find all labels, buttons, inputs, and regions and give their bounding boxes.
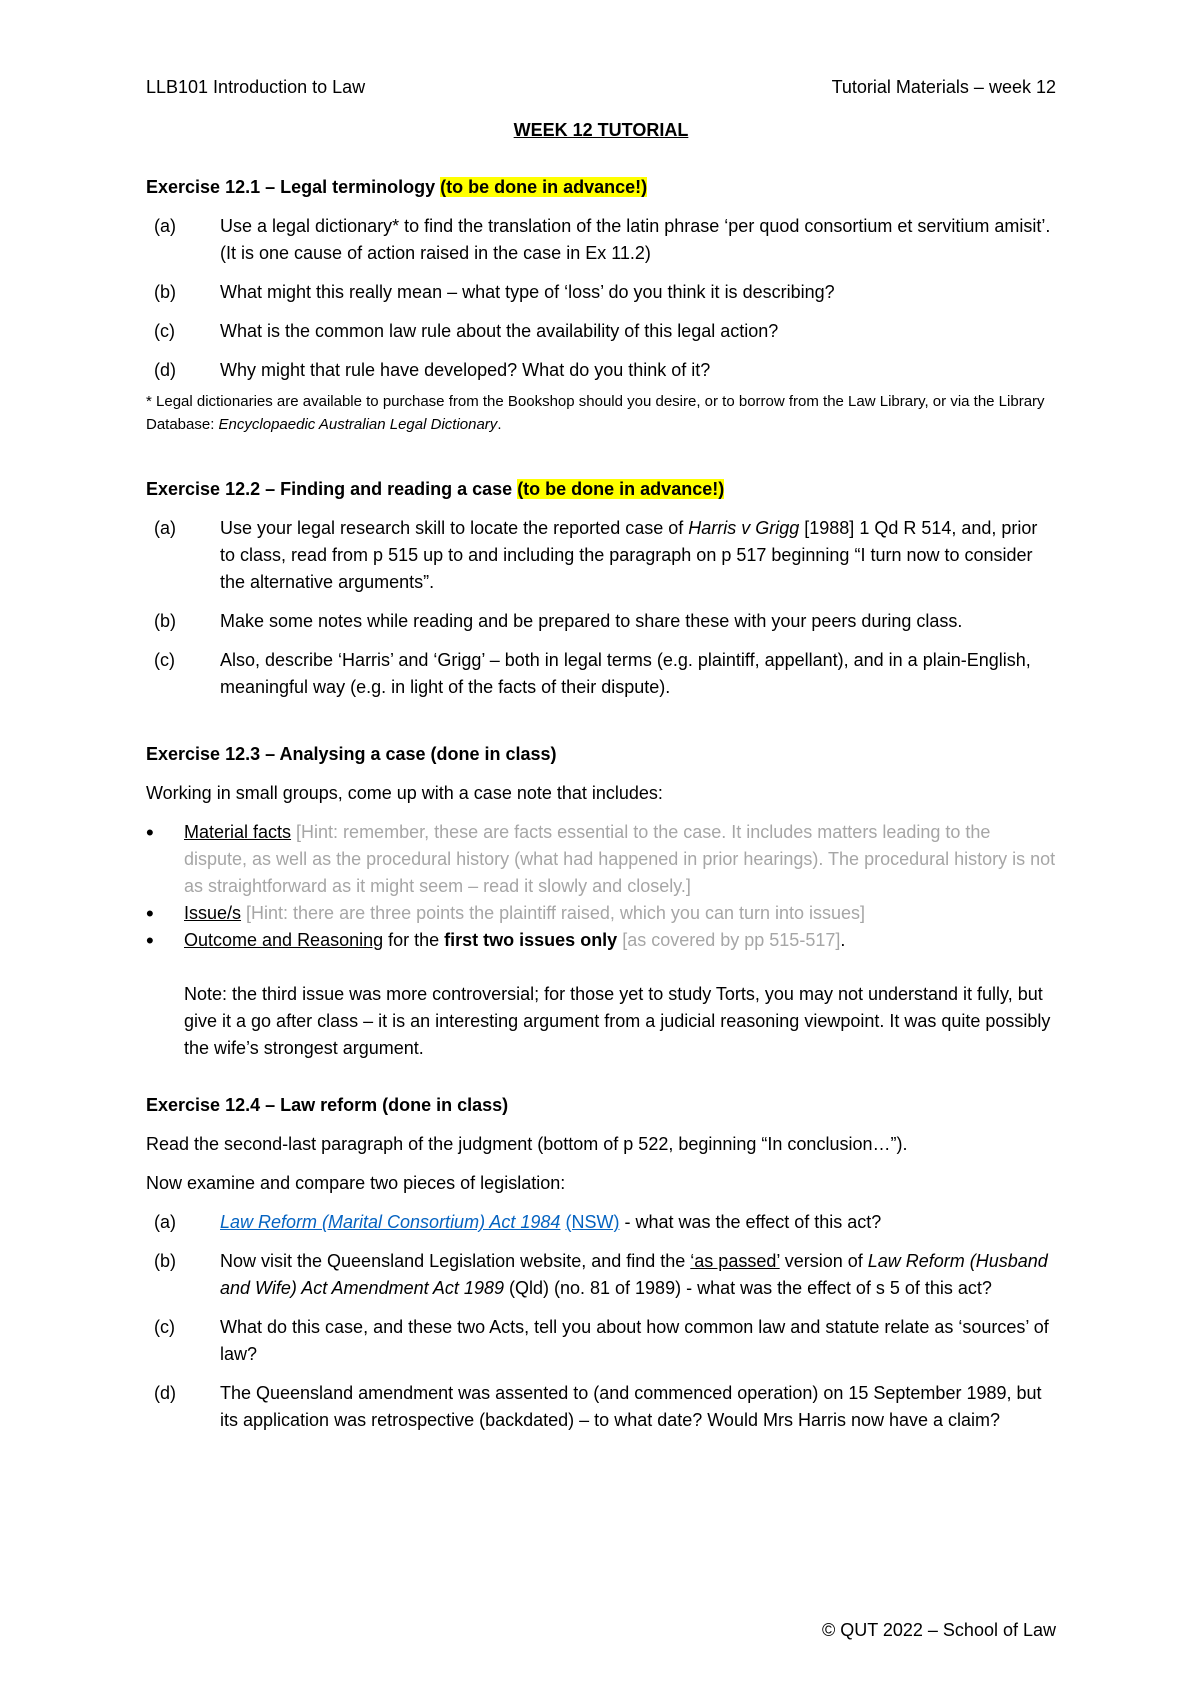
item-text	[220, 1209, 1056, 1236]
exercise-12-1	[146, 174, 1056, 436]
bullet-text	[184, 900, 1056, 927]
bullet-emphasis: first two issues only	[444, 930, 618, 950]
bullet-label: Material facts	[184, 822, 292, 842]
case-name: Harris v Grigg	[688, 518, 800, 538]
list-item	[146, 357, 1056, 384]
hint-text: [as covered by pp 515-517]	[617, 930, 841, 950]
paragraph: Read the second-last paragraph of the judgment (bottom of p 522, beginning “In conclusion…”).	[146, 1134, 908, 1154]
exercise-heading	[146, 174, 1056, 201]
item-text: The Queensland amendment was assented to (and commenced operation) on 15 September 1989, but its application was retrospective (backdated) – to what date? Would Mrs Harris now have a claim?	[220, 1383, 1042, 1430]
note-database-name: Encyclopaedic Australian Legal Dictionary	[218, 416, 498, 433]
item-text	[220, 1248, 1056, 1302]
list-item	[146, 515, 1056, 596]
list-item	[146, 213, 1056, 267]
footer-copyright: © QUT 2022 – School of Law	[821, 1620, 1056, 1640]
item-text: What do this case, and these two Acts, tell you about how common law and statute relate as ‘sources’ of law?	[220, 1317, 1049, 1364]
header-materials: Tutorial Materials – week 12	[831, 77, 1056, 97]
item-label: (d)	[154, 360, 176, 380]
bullet-text	[184, 819, 1056, 900]
bullet-item	[146, 900, 1056, 927]
exercise-heading: Exercise 12.4 – Law reform (done in class)	[146, 1095, 509, 1115]
exercise-12-4	[146, 1092, 1056, 1434]
list-item	[146, 608, 1056, 635]
hint-text: [Hint: remember, these are facts essential to the case. It includes matters leading to the dispute, as well as the procedural history (what had happened in prior hearings). The procedural history is not as straightforward as it might seem – read it slowly and closely.]	[184, 822, 1056, 896]
exercise-heading: Exercise 12.3 – Analysing a case (done in class)	[146, 744, 557, 764]
list-item	[146, 1209, 1056, 1236]
item-text: What might this really mean – what type of ‘loss’ do you think it is describing?	[220, 282, 835, 302]
act-name: Law Reform (Husband and Wife) Act Amendment Act 1989	[220, 1251, 1048, 1298]
item-label: (a)	[154, 1212, 176, 1232]
note-end: .	[497, 416, 502, 433]
list-item	[146, 1314, 1056, 1368]
item-text: Also, describe ‘Harris’ and ‘Grigg’ – both in legal terms (e.g. plaintiff, appellant), and in a plain-English, meaningful way (e.g. in light of the facts of their dispute).	[220, 650, 1031, 697]
bullet-item	[146, 927, 1056, 954]
item-label: (a)	[154, 518, 176, 538]
item-label: (c)	[154, 650, 175, 670]
bullet-icon: •	[146, 928, 154, 953]
header-course: LLB101 Introduction to Law	[146, 77, 366, 97]
item-label: (c)	[154, 1317, 175, 1337]
list-item	[146, 1248, 1056, 1302]
exercise-title: Exercise 12.2 – Finding and reading a case	[146, 479, 513, 499]
hint-text: [Hint: there are three points the plaintiff raised, which you can turn into issues]	[241, 903, 866, 923]
exercise-heading	[146, 476, 1056, 503]
exercise-12-3	[146, 741, 1056, 1062]
item-text: Make some notes while reading and be prepared to share these with your peers during class.	[220, 611, 963, 631]
paragraph: Now examine and compare two pieces of legislation:	[146, 1173, 566, 1193]
bullet-text-part: for the	[383, 930, 445, 950]
page-title: WEEK 12 TUTORIAL	[513, 120, 689, 140]
list-item	[146, 647, 1056, 701]
bullet-item	[146, 819, 1056, 900]
highlight-advance: (to be done in advance!)	[517, 479, 725, 499]
item-text-part: - what was the effect of this act?	[619, 1212, 882, 1232]
item-text: What is the common law rule about the availability of this legal action?	[220, 321, 779, 341]
exercise-12-2	[146, 476, 1056, 701]
nsw-act-link[interactable]: Law Reform (Marital Consortium) Act 1984	[220, 1212, 561, 1232]
item-text-part: Use your legal research skill to locate the reported case of	[220, 518, 689, 538]
item-label: (d)	[154, 1383, 176, 1403]
bullet-text-part: .	[840, 930, 846, 950]
list-item	[146, 279, 1056, 306]
third-issue-note: Note: the third issue was more controversial; for those yet to study Torts, you may not understand it fully, but give it a go after class – it is an interesting argument from a judicial reasoning viewpoint. It was quite possibly the wife’s strongest argument.	[184, 984, 1051, 1058]
item-text	[220, 515, 1056, 596]
item-label: (b)	[154, 282, 176, 302]
list-item	[146, 1380, 1056, 1434]
item-text-part: (Qld) (no. 81 of 1989) - what was the effect of s 5 of this act?	[503, 1278, 992, 1298]
exercise-title: Exercise 12.1 – Legal terminology	[146, 177, 436, 197]
item-text: Use a legal dictionary* to find the translation of the latin phrase ‘per quod consortium et servitium amisit’. (It is one cause of action raised in the case in Ex 11.2)	[220, 216, 1051, 263]
as-passed-text: ‘as passed’	[690, 1251, 780, 1271]
nsw-link[interactable]: (NSW)	[565, 1212, 620, 1232]
item-text-part: [1988] 1 Qd R 514, and, prior to class, read from p 515 up to and including the paragraph on p 517 beginning “I turn now to consider the alternative arguments”.	[220, 518, 1038, 592]
item-text: Why might that rule have developed? What do you think of it?	[220, 360, 711, 380]
bullet-text	[184, 927, 1056, 954]
item-text-part: version of	[779, 1251, 868, 1271]
item-label: (c)	[154, 321, 175, 341]
bullet-label: Outcome and Reasoning	[184, 930, 384, 950]
dictionary-note	[146, 390, 1056, 436]
exercise-intro: Working in small groups, come up with a case note that includes:	[146, 783, 663, 803]
note-text: * Legal dictionaries are available to purchase from the Bookshop should you desire, or to borrow from the Law Library, or via the Library Database:	[146, 393, 1045, 433]
item-text-part: Now visit the Queensland Legislation website, and find the	[220, 1251, 691, 1271]
bullet-icon: •	[146, 901, 154, 926]
list-item	[146, 318, 1056, 345]
item-label: (b)	[154, 611, 176, 631]
document-body	[146, 117, 1056, 1474]
highlight-advance: (to be done in advance!)	[440, 177, 648, 197]
bullet-label: Issue/s	[184, 903, 242, 923]
item-label: (b)	[154, 1251, 176, 1271]
item-label: (a)	[154, 216, 176, 236]
bullet-icon: •	[146, 820, 154, 845]
